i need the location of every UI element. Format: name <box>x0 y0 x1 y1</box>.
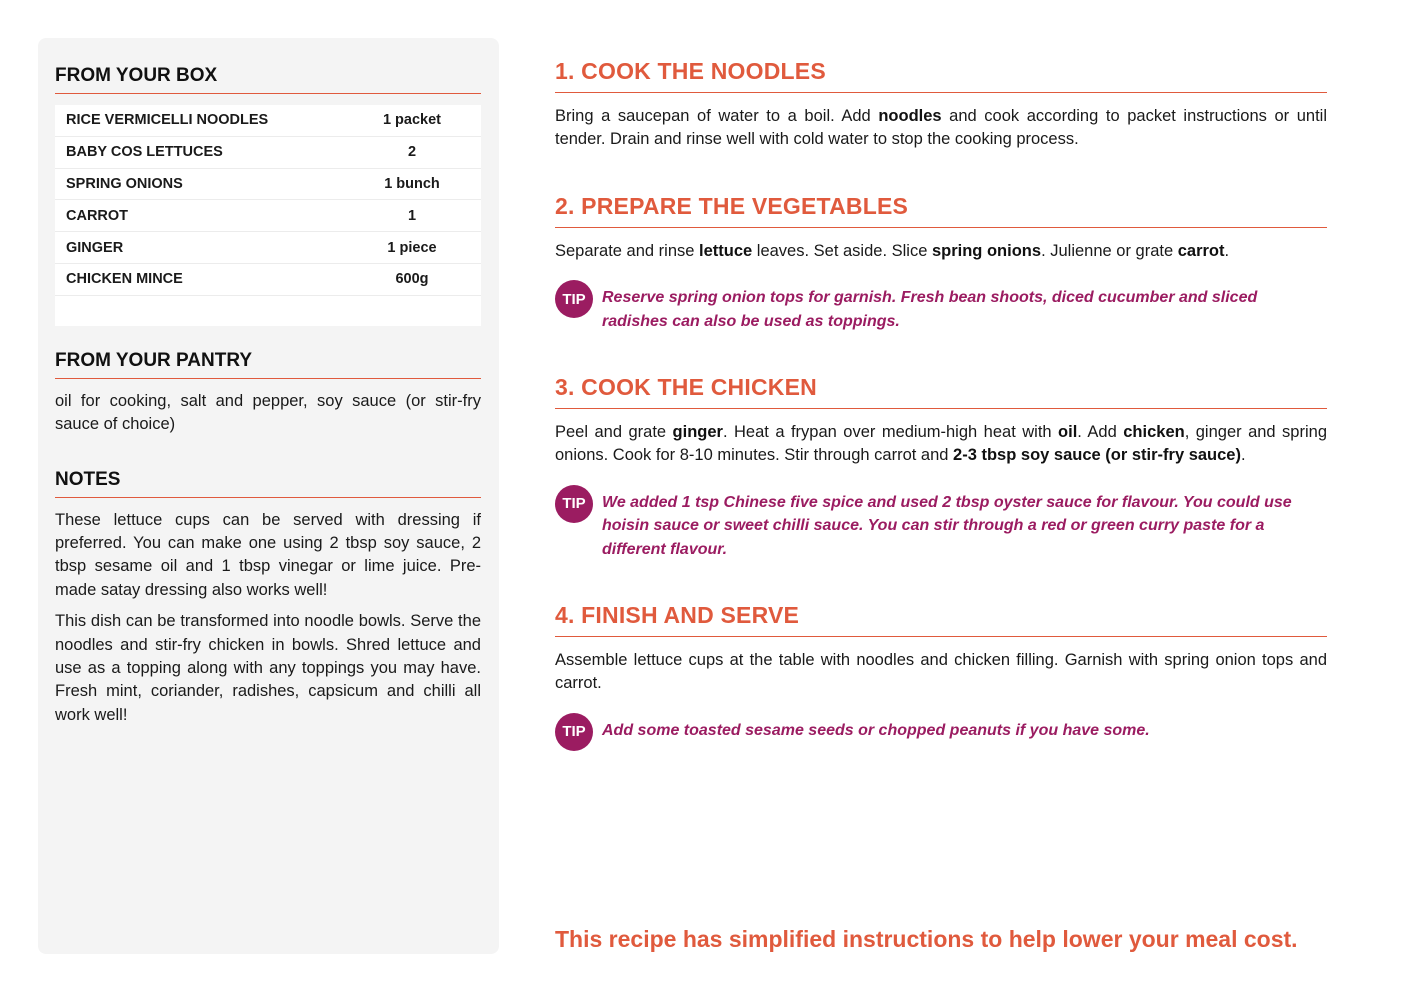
bold-ingredient: oil <box>1058 423 1078 442</box>
from-your-pantry-heading: FROM YOUR PANTRY <box>55 350 481 379</box>
step-title: 3. COOK THE CHICKEN <box>555 374 1327 409</box>
notes-heading: NOTES <box>55 469 481 498</box>
ingredient-name: BABY COS LETTUCES <box>66 144 223 161</box>
step-1 <box>555 58 1327 152</box>
bold-ingredient: lettuce <box>699 241 753 260</box>
tip-callout <box>555 713 1327 751</box>
ingredient-qty: 1 <box>407 207 417 224</box>
ingredient-qty: 2 <box>407 144 417 161</box>
bold-ingredient: carrot <box>1177 241 1225 260</box>
tip-text: Reserve spring onion tops for garnish. Fresh bean shoots, diced cucumber and sliced radishes can also be used as toppings. <box>602 289 1258 330</box>
ingredient-row <box>55 200 481 232</box>
ingredient-name: GINGER <box>66 239 124 256</box>
ingredient-row <box>55 137 481 169</box>
step-title: 1. COOK THE NOODLES <box>555 58 1327 93</box>
bold-ingredient: ginger <box>672 423 723 442</box>
tip-callout <box>555 485 1327 561</box>
step-body: Assemble lettuce cups at the table with noodles and chicken filling. Garnish with spring onion tops and carrot. <box>555 651 1327 693</box>
ingredient-row <box>55 232 481 264</box>
bold-ingredient: spring onions <box>931 241 1042 260</box>
method-steps <box>555 58 1327 792</box>
ingredient-row <box>55 264 481 296</box>
ingredients-table <box>55 105 481 326</box>
ingredient-row <box>55 105 481 137</box>
ingredient-name: RICE VERMICELLI NOODLES <box>66 112 269 129</box>
tip-text: We added 1 tsp Chinese five spice and used 2 tbsp oyster sauce for flavour. You could use hoisin sauce or sweet chilli sauce. You can stir through a red or green curry paste for a different flavour. <box>602 493 1292 558</box>
tip-text: Add some toasted sesame seeds or chopped peanuts if you have some. <box>602 721 1150 739</box>
tip-badge: TIP <box>555 280 593 318</box>
from-your-box-heading: FROM YOUR BOX <box>55 65 481 94</box>
ingredient-qty: 600g <box>395 271 429 288</box>
ingredient-name: SPRING ONIONS <box>66 175 183 192</box>
notes-paragraph: This dish can be transformed into noodle bowls. Serve the noodles and stir-fry chicken in bowls. Shred lettuce and use as a topping along with any toppings you may have. Fresh mint, coriander, radishes, capsicum and chilli all work well! <box>55 612 481 724</box>
ingredient-name: CARROT <box>66 207 129 224</box>
step-body: Separate and rinse lettuce leaves. Set aside. Slice spring onions. Julienne or grate carrot. <box>555 241 1230 260</box>
ingredient-name: CHICKEN MINCE <box>66 271 183 288</box>
ingredient-row <box>55 169 481 201</box>
tip-callout <box>555 280 1327 333</box>
notes-paragraph: These lettuce cups can be served with dressing if preferred. You can make one using 2 tbsp soy sauce, 2 tbsp sesame oil and 1 tbsp vinegar or lime juice. Pre-made satay dressing also works well! <box>55 510 481 599</box>
ingredient-qty: 1 packet <box>382 112 442 129</box>
step-body: Peel and grate ginger. Heat a frypan over medium-high heat with oil. Add chicken, ginger and spring onions. Cook for 8-10 minutes. Stir through carrot and 2-3 tbsp soy sauce (or stir-fry sauce). <box>555 423 1327 465</box>
ingredient-qty: 1 piece <box>387 239 437 256</box>
step-2 <box>555 193 1327 333</box>
footer-note: This recipe has simplified instructions to help lower your meal cost. <box>555 926 1298 952</box>
bold-ingredient: noodles <box>878 107 942 125</box>
sidebar-panel <box>38 38 499 954</box>
bold-ingredient: chicken <box>1123 423 1185 442</box>
ingredient-qty: 1 bunch <box>384 175 440 192</box>
step-body: Bring a saucepan of water to a boil. Add noodles and cook according to packet instructions or until tender. Drain and rinse well with cold water to stop the cooking process. <box>555 107 1327 149</box>
tip-badge: TIP <box>555 485 593 523</box>
step-title: 2. PREPARE THE VEGETABLES <box>555 193 1327 228</box>
step-3 <box>555 374 1327 561</box>
step-4 <box>555 602 1327 751</box>
pantry-text: oil for cooking, salt and pepper, soy sauce (or stir-fry sauce of choice) <box>55 391 481 434</box>
tip-badge: TIP <box>555 713 593 751</box>
bold-ingredient: 2-3 tbsp soy sauce (or stir-fry sauce) <box>953 446 1241 465</box>
step-title: 4. FINISH AND SERVE <box>555 602 1327 637</box>
